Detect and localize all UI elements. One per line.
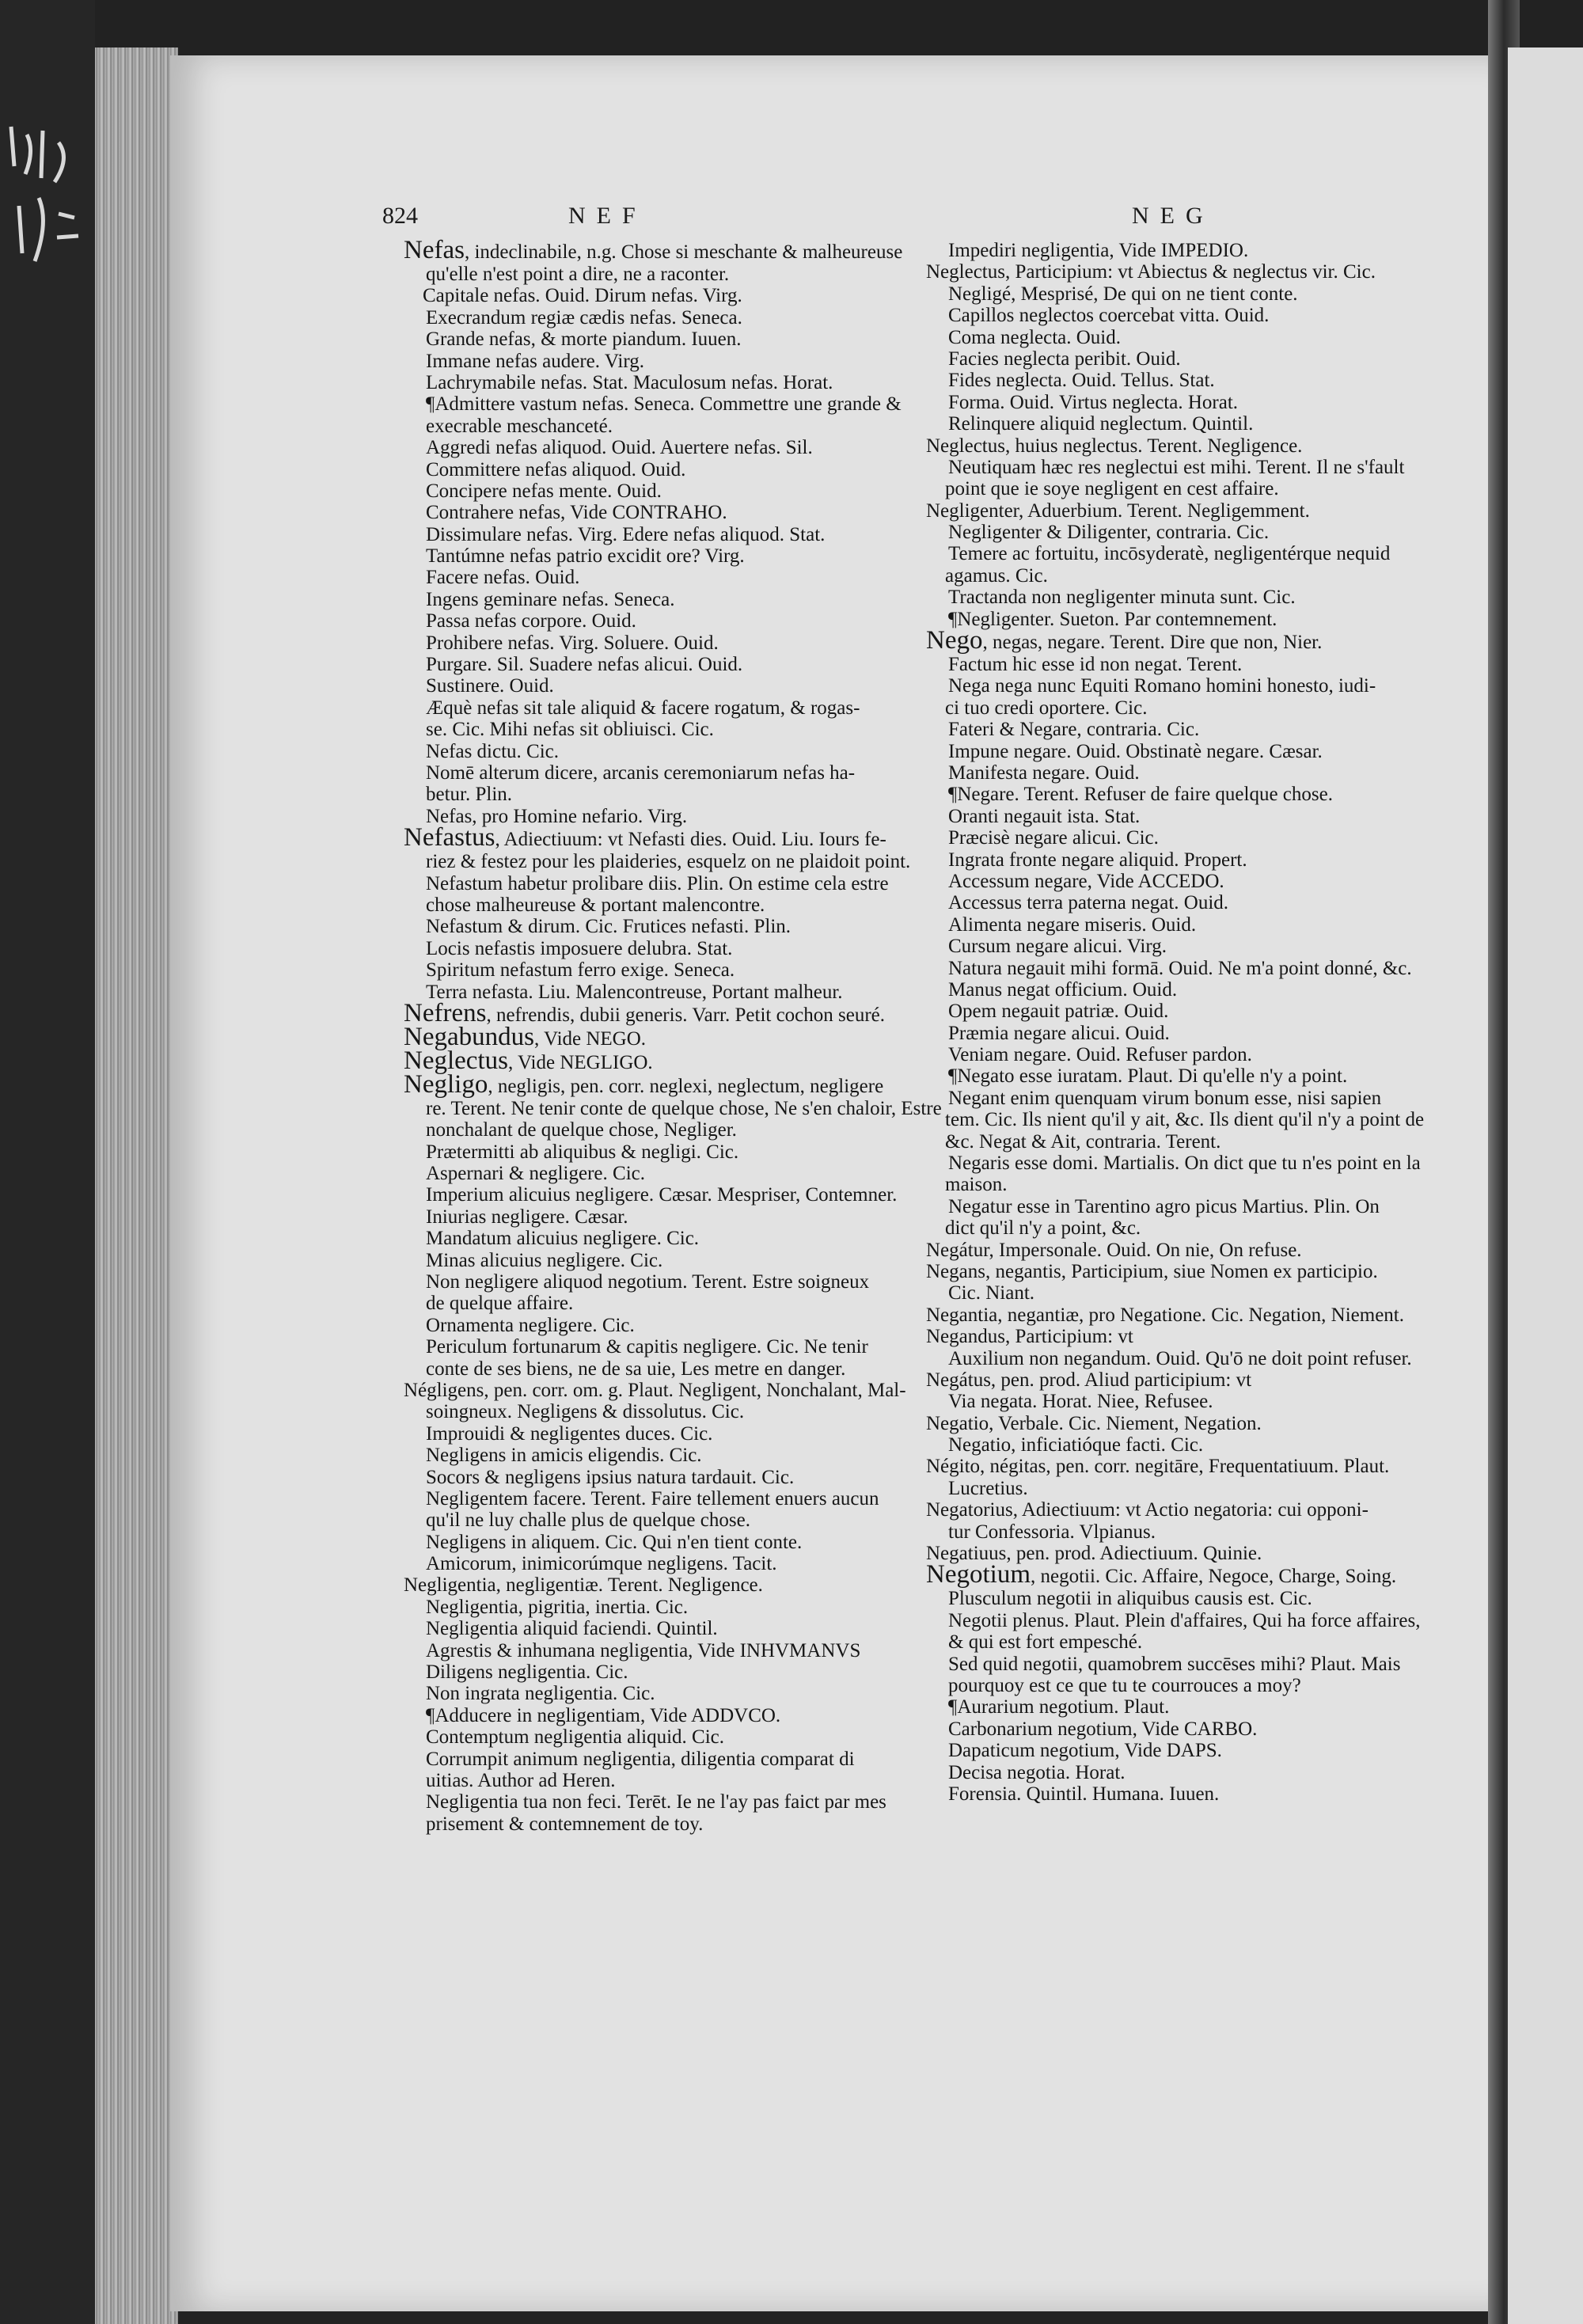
headword-line: Nefrens, nefrendis, dubii generis. Varr. Petit cochon seuré.	[404, 998, 886, 1027]
entry-line: Fides neglecta. Ouid. Tellus. Stat.	[948, 370, 1215, 392]
entry-line: Impune negare. Ouid. Obstinatè negare. Cæsar.	[948, 740, 1323, 762]
entry-line: Oranti negauit ista. Stat.	[948, 805, 1141, 827]
entry-line: prisement & contemnement de toy.	[426, 1813, 704, 1835]
entry-line: Negligentia, negligentiæ. Terent. Negligence.	[404, 1574, 763, 1597]
entry-line: Nomē alterum dicere, arcanis ceremoniarum nefas ha-	[426, 761, 856, 784]
headword-line: Nefastus, Adiectiuum: vt Nefasti dies. Ouid. Liu. Iours fe-	[404, 823, 886, 853]
entry-line: ci tuo credi oportere. Cic.	[945, 697, 1148, 719]
entry-line: Negligé, Mesprisé, De qui on ne tient conte.	[948, 283, 1298, 305]
entry-line: Negatiuus, pen. prod. Adiectiuum. Quinie.	[926, 1543, 1262, 1565]
entry-line: Decisa negotia. Horat.	[948, 1761, 1126, 1783]
entry-line: riez & festez pour les plaideries, esquelz on ne plaidoit point.	[426, 851, 911, 873]
entry-line: ¶Adducere in negligentiam, Vide ADDVCO.	[426, 1704, 781, 1726]
entry-line: Ingens geminare nefas. Seneca.	[426, 588, 675, 610]
book-edge-shadow	[0, 0, 95, 2324]
entry-line: pourquoy est ce que tu te courrouces a moy?	[948, 1675, 1301, 1696]
entry-line: Forensia. Quintil. Humana. Iuuen.	[948, 1783, 1220, 1805]
entry-line: Dapaticum negotium, Vide DAPS.	[948, 1740, 1222, 1762]
entry-line: se. Cic. Mihi nefas sit obliuisci. Cic.	[426, 719, 714, 741]
entry-line: Negotii plenus. Plaut. Plein d'affaires, Qui ha force affaires,	[948, 1609, 1421, 1631]
entry-line: Terra nefasta. Liu. Malencontreuse, Portant malheur.	[426, 981, 843, 1003]
entry-line: Carbonarium negotium, Vide CARBO.	[948, 1718, 1258, 1740]
entry-line: Imperium alicuius negligere. Cæsar. Mespriser, Contemner.	[426, 1184, 898, 1206]
entry-line: Sustinere. Ouid.	[426, 675, 554, 697]
entry-line: uitias. Author ad Heren.	[426, 1770, 616, 1791]
entry-line: Neutiquam hæc res neglectui est mihi. Terent. Il ne s'fault	[948, 456, 1405, 478]
headword-line: Nego, negas, negare. Terent. Dire que non, Nier.	[926, 626, 1323, 655]
entry-line: Via negata. Horat. Niee, Refusee.	[948, 1391, 1213, 1413]
entry-line: Prætermitti ab aliquibus & negligi. Cic.	[426, 1141, 739, 1163]
entry-line: Negantia, negantiæ, pro Negatione. Cic. Negation, Niement.	[926, 1304, 1404, 1326]
entry-line: chose malheureuse & portant malencontre.	[426, 894, 765, 916]
entry-line: Negatur esse in Tarentino agro picus Martius. Plin. On	[948, 1195, 1380, 1217]
entry-line: Capillos neglectos coercebat vitta. Ouid.	[948, 305, 1270, 327]
entry-line: Iniurias negligere. Cæsar.	[426, 1206, 628, 1228]
entry-line: point que ie soye negligent en cest affaire.	[945, 478, 1279, 500]
entry-line: Spiritum nefastum ferro exige. Seneca.	[426, 959, 735, 982]
entry-line: re. Terent. Ne tenir conte de quelque chose, Ne s'en chaloir, Estre	[426, 1097, 942, 1119]
entry-line: Negligenter & Diligenter, contraria. Cic.	[948, 522, 1270, 544]
entry-line: Fateri & Negare, contraria. Cic.	[948, 719, 1200, 741]
headword-line: Negligo, negligis, pen. corr. neglexi, neglectum, negligere	[404, 1069, 884, 1099]
entry-line: Committere nefas aliquod. Ouid.	[426, 458, 686, 480]
entry-line: Natura negauit mihi formā. Ouid. Ne m'a point donné, &c.	[948, 957, 1412, 979]
headword-line: Negotium, negotii. Cic. Affaire, Negoce, Charge, Soing.	[926, 1560, 1397, 1589]
right-column	[926, 240, 1425, 1805]
entry-line: Contrahere nefas, Vide CONTRAHO.	[426, 502, 727, 524]
entry-line: de quelque affaire.	[426, 1293, 574, 1315]
entry-line: execrable meschanceté.	[426, 415, 613, 437]
entry-line: Prohibere nefas. Virg. Soluere. Ouid.	[426, 632, 719, 654]
entry-line: Lachrymabile nefas. Stat. Maculosum nefas. Horat.	[426, 371, 833, 393]
entry-line: Non negligere aliquod negotium. Terent. Estre soigneux	[426, 1271, 870, 1293]
entry-line: Mandatum alicuius negligere. Cic.	[426, 1228, 700, 1250]
entry-line: Ingrata fronte negare aliquid. Propert.	[948, 849, 1247, 871]
entry-line: Non ingrata negligentia. Cic.	[426, 1683, 655, 1705]
entry-line: Nefas, pro Homine nefario. Virg.	[426, 805, 688, 827]
entry-line: Grande nefas, & morte piandum. Iuuen.	[426, 328, 742, 351]
entry-line: Aspernari & negligere. Cic.	[426, 1163, 645, 1185]
entry-line: Æquè nefas sit tale aliquid & facere rogatum, & rogas-	[426, 697, 860, 719]
entry-line: maison.	[945, 1174, 1008, 1196]
entry-line: Relinquere aliquid neglectum. Quintil.	[948, 413, 1254, 435]
entry-line: Nefas dictu. Cic.	[426, 740, 560, 762]
entry-line: Ornamenta negligere. Cic.	[426, 1314, 635, 1336]
running-head-right: NEG	[1132, 203, 1214, 229]
entry-line: Opem negauit patriæ. Ouid.	[948, 1001, 1169, 1023]
left-column	[404, 236, 942, 1835]
entry-line: Negatio, inficiatióque facti. Cic.	[948, 1434, 1204, 1456]
entry-line: Tractanda non negligenter minuta sunt. Cic.	[948, 587, 1296, 609]
entry-line: Cic. Niant.	[948, 1282, 1035, 1304]
entry-line: Negligens in aliquem. Cic. Qui n'en tient conte.	[426, 1531, 803, 1553]
headword-line: Neglectus, Vide NEGLIGO.	[404, 1046, 653, 1075]
entry-line: Diligens negligentia. Cic.	[426, 1661, 628, 1684]
headword-line: Negabundus, Vide NEGO.	[404, 1022, 647, 1051]
entry-line: ¶Negato esse iuratam. Plaut. Di qu'elle n'y a point.	[948, 1065, 1348, 1088]
headword-line: Nefas, indeclinabile, n.g. Chose si meschante & malheureuse	[404, 236, 903, 264]
entry-line: Manifesta negare. Ouid.	[948, 761, 1140, 784]
entry-line: soingneux. Negligens & dissolutus. Cic.	[426, 1401, 745, 1423]
entry-line: qu'il ne luy challe plus de quelque chose.	[426, 1509, 750, 1532]
entry-line: Négligens, pen. corr. om. g. Plaut. Negligent, Nonchalant, Mal-	[404, 1379, 906, 1401]
entry-line: Negátus, pen. prod. Aliud participium: vt	[926, 1369, 1252, 1391]
entry-line: Contemptum negligentia aliquid. Cic.	[426, 1726, 725, 1749]
entry-line: Veniam negare. Ouid. Refuser pardon.	[948, 1044, 1252, 1066]
entry-line: Facere nefas. Ouid.	[426, 567, 580, 589]
entry-line: Capitale nefas. Ouid. Dirum nefas. Virg.	[423, 285, 742, 307]
entry-line: Factum hic esse id non negat. Terent.	[948, 654, 1243, 676]
running-head-left: NEF	[568, 203, 647, 229]
entry-line: Periculum fortunarum & capitis negligere. Cic. Ne tenir	[426, 1336, 868, 1358]
entry-line: Manus negat officium. Ouid.	[948, 978, 1178, 1001]
entry-line: Negligentem facere. Terent. Faire tellement enuers aucun	[426, 1487, 879, 1509]
entry-line: Negligentia, pigritia, inertia. Cic.	[426, 1596, 689, 1618]
entry-line: Neglectus, Participium: vt Abiectus & neglectus vir. Cic.	[926, 261, 1376, 283]
entry-line: Improuidi & negligentes duces. Cic.	[426, 1422, 713, 1445]
entry-line: Negátur, Impersonale. Ouid. On nie, On refuse.	[926, 1239, 1302, 1261]
entry-line: Negandus, Participium: vt	[926, 1326, 1133, 1348]
entry-line: Auxilium non negandum. Ouid. Qu'ō ne doit point refuser.	[948, 1347, 1412, 1369]
page-number: 824	[382, 203, 418, 229]
entry-line: Aggredi nefas aliquod. Ouid. Auertere nefas. Sil.	[426, 437, 813, 459]
entry-line: Negatio, Verbale. Cic. Niement, Negation.	[926, 1412, 1262, 1434]
entry-line: Amicorum, inimicorúmque negligens. Tacit.	[426, 1553, 777, 1575]
entry-line: Temere ac fortuitu, incōsyderatè, negligentérque nequid	[948, 543, 1391, 565]
entry-line: ¶Negare. Terent. Refuser de faire quelque chose.	[948, 784, 1333, 806]
entry-line: Negligentia aliquid faciendi. Quintil.	[426, 1618, 718, 1640]
entry-line: Coma neglecta. Ouid.	[948, 326, 1121, 348]
entry-line: Negaris esse domi. Martialis. On dict que tu n'es point en la	[948, 1153, 1421, 1175]
entry-line: betur. Plin.	[426, 784, 513, 806]
entry-line: Nega nega nunc Equiti Romano homini honesto, iudi-	[948, 675, 1376, 697]
entry-line: Lucretius.	[948, 1477, 1028, 1499]
entry-line: Forma. Ouid. Virtus neglecta. Horat.	[948, 391, 1239, 413]
entry-line: Tantúmne nefas patrio excidit ore? Virg.	[426, 545, 745, 568]
entry-line: Plusculum negotii in aliquibus causis est. Cic.	[948, 1588, 1312, 1610]
entry-line: Corrumpit animum negligentia, diligentia comparat di	[426, 1748, 855, 1770]
entry-line: Præcisè negare alicui. Cic.	[948, 827, 1159, 849]
entry-line: Negans, negantis, Participium, siue Nomen ex participio.	[926, 1260, 1378, 1282]
entry-line: Impediri negligentia, Vide IMPEDIO.	[948, 240, 1249, 261]
handwritten-edge-marks	[3, 119, 90, 277]
entry-line: Agrestis & inhumana negligentia, Vide INHVMANVS	[426, 1639, 861, 1661]
entry-line: tem. Cic. Ils nient qu'il y ait, &c. Ils dient qu'il n'y a point de	[945, 1109, 1425, 1131]
entry-line: Purgare. Sil. Suadere nefas alicui. Ouid.	[426, 654, 743, 676]
entry-line: Neglectus, huius neglectus. Terent. Negligence.	[926, 435, 1303, 457]
entry-line: Nefastum habetur prolibare diis. Plin. On estime cela estre	[426, 872, 889, 894]
entry-line: Socors & negligens ipsius natura tardauit. Cic.	[426, 1466, 795, 1488]
entry-line: Alimenta negare miseris. Ouid.	[948, 913, 1197, 936]
entry-line: qu'elle n'est point a dire, ne a raconter.	[426, 264, 730, 285]
entry-line: ¶Aurarium negotium. Plaut.	[948, 1696, 1170, 1718]
entry-line: Négito, négitas, pen. corr. negitāre, Frequentatiuum. Plaut.	[926, 1456, 1390, 1478]
entry-line: Negligens in amicis eligendis. Cic.	[426, 1445, 702, 1467]
entry-line: ¶Negligenter. Sueton. Par contemnement.	[948, 608, 1277, 630]
entry-line: Accessus terra paterna negat. Ouid.	[948, 892, 1229, 914]
entry-line: Negligenter, Aduerbium. Terent. Negligemment.	[926, 499, 1310, 522]
entry-line: agamus. Cic.	[945, 564, 1048, 587]
entry-line: &c. Negat & Ait, contraria. Terent.	[945, 1130, 1221, 1153]
entry-line: Locis nefastis imposuere delubra. Stat.	[426, 937, 733, 959]
entry-line: Sed quid negotii, quamobrem succēses mihi? Plaut. Mais	[948, 1653, 1401, 1675]
entry-line: Negligentia tua non feci. Terēt. Ie ne l'ay pas faict par mes	[426, 1791, 886, 1813]
entry-line: tur Confessoria. Vlpianus.	[948, 1521, 1156, 1543]
facing-page-edge	[1508, 47, 1583, 2324]
entry-line: Negatorius, Adiectiuum: vt Actio negatoria: cui opponi-	[926, 1499, 1369, 1521]
entry-line: Immane nefas audere. Virg.	[426, 350, 644, 372]
entry-line: Accessum negare, Vide ACCEDO.	[948, 870, 1224, 892]
entry-line: Dissimulare nefas. Virg. Edere nefas aliquod. Stat.	[426, 523, 826, 545]
entry-line: Execrandum regiæ cædis nefas. Seneca.	[426, 306, 742, 328]
entry-line: Cursum negare alicui. Virg.	[948, 936, 1167, 958]
entry-line: conte de ses biens, ne de sa uie, Les metre en danger.	[426, 1358, 846, 1380]
entry-line: Passa nefas corpore. Ouid.	[426, 610, 636, 632]
entry-line: Facies neglecta peribit. Ouid.	[948, 347, 1181, 370]
entry-line: Negant enim quenquam virum bonum esse, nisi sapien	[948, 1087, 1382, 1109]
entry-line: ¶Admittere vastum nefas. Seneca. Commettre une grande &	[426, 393, 902, 416]
entry-line: & qui est fort empesché.	[948, 1631, 1143, 1654]
entry-line: Concipere nefas mente. Ouid.	[426, 480, 662, 502]
entry-line: Minas alicuius negligere. Cic.	[426, 1249, 663, 1271]
entry-line: nonchalant de quelque chose, Negliger.	[426, 1119, 737, 1141]
entry-line: Nefastum & dirum. Cic. Frutices nefasti. Plin.	[426, 916, 792, 938]
entry-line: Præmia negare alicui. Ouid.	[948, 1022, 1170, 1044]
entry-line: dict qu'il n'y a point, &c.	[945, 1217, 1141, 1240]
